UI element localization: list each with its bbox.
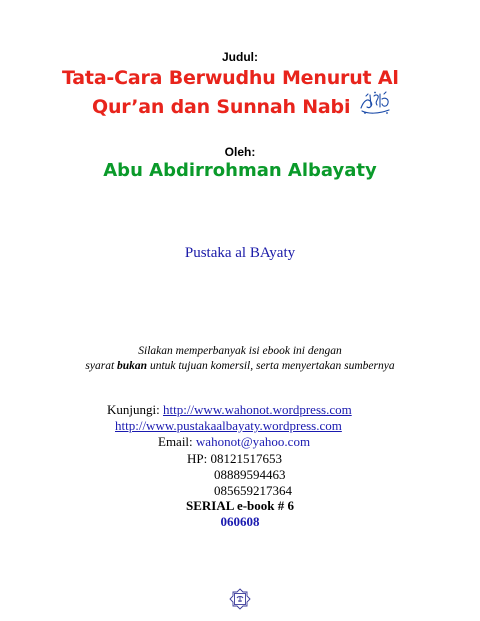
serial-label: SERIAL e-book # 6	[186, 498, 294, 513]
title-line-2: Qur’an dan Sunnah Nabi	[92, 96, 351, 118]
website-link-1[interactable]: http://www.wahonot.wordpress.com	[162, 402, 352, 417]
notice-line-1: Silakan memperbanyak isi ebook ini dengan	[138, 345, 342, 357]
website-line-2	[115, 418, 342, 434]
serial-code: 060608	[220, 514, 260, 529]
notice-line-2	[0, 360, 480, 372]
publisher-name: Pustaka al BAyaty	[184, 245, 296, 261]
notice-bold-word: bukan	[117, 360, 148, 372]
notice-prefix: syarat	[85, 360, 115, 372]
phone-line-1	[187, 451, 282, 467]
calligraphy-icon	[358, 90, 392, 116]
phone-number-1: 08121517653	[210, 451, 282, 466]
notice-suffix: untuk tujuan komersil, serta menyertakan sumbernya	[149, 360, 395, 372]
visit-line	[107, 402, 352, 418]
visit-label: Kunjungi:	[107, 402, 160, 417]
email-label: Email:	[158, 434, 193, 449]
phone-label: HP:	[187, 451, 208, 466]
phone-number-3: 085659217364	[214, 483, 292, 498]
author-name: Abu Abdirrohman Albayaty	[103, 160, 377, 181]
title-label: Judul:	[222, 50, 258, 64]
title-line-1: Tata-Cara Berwudhu Menurut Al	[62, 67, 399, 89]
ornament-icon	[229, 588, 251, 610]
website-link-2[interactable]: http://www.pustakaalbayaty.wordpress.com	[115, 418, 342, 433]
author-label: Oleh:	[224, 145, 256, 159]
email-address[interactable]: wahonot@yahoo.com	[195, 434, 311, 449]
phone-number-2: 08889594463	[214, 467, 286, 482]
email-line	[158, 434, 310, 450]
